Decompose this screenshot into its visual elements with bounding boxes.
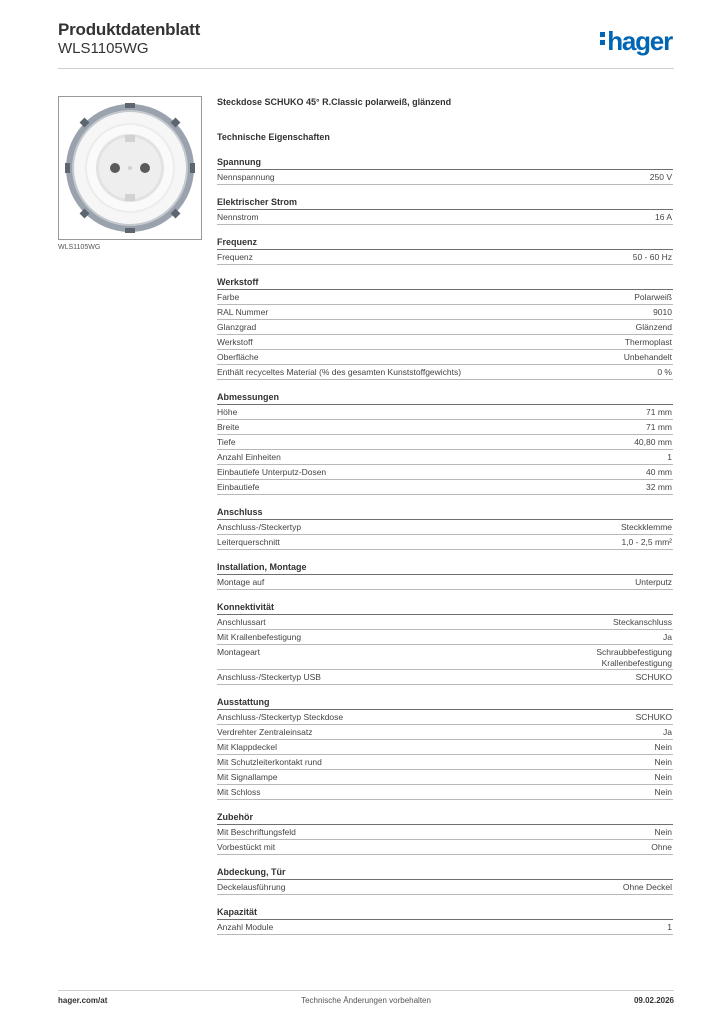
section-title: Elektrischer Strom [217,195,673,210]
spec-label: Montage auf [217,577,265,587]
spec-value: 1,0 - 2,5 mm² [621,537,672,547]
spec-value: Polarweiß [634,292,672,302]
section-title: Kapazität [217,905,673,920]
spec-label: Frequenz [217,252,253,262]
spec-section [217,390,673,495]
spec-row [217,645,673,670]
spec-row [217,630,673,645]
spec-section [217,600,673,685]
footer-date: 09.02.2026 [633,996,674,1005]
spec-value: Thermoplast [624,337,672,347]
spec-value: 1 [667,452,672,462]
spec-row [217,435,673,450]
spec-value: 0 % [657,367,672,377]
spec-value: Ohne [651,842,672,852]
spec-section [217,695,673,800]
spec-label: Glanzgrad [217,322,257,332]
spec-label: Anschluss-/Steckertyp Steckdose [217,712,344,722]
hager-logo [600,26,672,57]
spec-label: Mit Schutzleiterkontakt rund [217,757,322,767]
spec-row [217,740,673,755]
spec-label: Tiefe [217,437,236,447]
section-title: Zubehör [217,810,673,825]
spec-label: Einbautiefe Unterputz-Dosen [217,467,327,477]
spec-section [217,275,673,380]
section-title: Werkstoff [217,275,673,290]
spec-label: Anzahl Einheiten [217,452,281,462]
spec-value: Nein [654,742,672,752]
spec-row [217,785,673,800]
spec-label: Montageart [217,647,260,657]
spec-label: Nennspannung [217,172,275,182]
spec-row [217,480,673,495]
spec-label: Anschluss-/Steckertyp [217,522,302,532]
spec-row [217,755,673,770]
spec-label: RAL Nummer [217,307,269,317]
spec-label: Oberfläche [217,352,259,362]
spec-section [217,810,673,855]
spec-row [217,880,673,895]
section-title: Anschluss [217,505,673,520]
spec-sections [217,155,673,935]
spec-row [217,670,673,685]
spec-row [217,920,673,935]
logo-dots-icon [600,29,606,48]
footer-note: Technische Änderungen vorbehalten [301,996,431,1005]
product-code: WLS1105WG [58,40,149,57]
spec-row [217,725,673,740]
spec-row [217,250,673,265]
schuko-socket-icon [59,97,201,239]
spec-label: Einbautiefe [217,482,260,492]
spec-row [217,305,673,320]
spec-label: Höhe [217,407,238,417]
spec-value: Ja [663,727,672,737]
spec-value: Unterputz [635,577,672,587]
product-image-caption: WLS1105WG [58,244,101,251]
section-title: Installation, Montage [217,560,673,575]
spec-row [217,170,673,185]
spec-value: Steckanschluss [612,617,672,627]
page-header [58,20,674,70]
spec-row [217,535,673,550]
spec-value: Ohne Deckel [622,882,672,892]
spec-label: Farbe [217,292,240,302]
section-title: Spannung [217,155,673,170]
spec-row [217,465,673,480]
spec-row [217,825,673,840]
section-title: Abmessungen [217,390,673,405]
spec-section [217,195,673,225]
product-name: Steckdose SCHUKO 45° R.Classic polarweiß, glänzend [217,97,452,107]
spec-section [217,155,673,185]
spec-label: Werkstoff [217,337,253,347]
spec-value: 50 - 60 Hz [632,252,672,262]
spec-value: SCHUKO [635,672,672,682]
spec-value: 32 mm [646,482,672,492]
spec-label: Anschlussart [217,617,266,627]
spec-row [217,405,673,420]
spec-value: Nein [654,757,672,767]
spec-row [217,290,673,305]
logo-text: hager [607,26,672,56]
spec-value: 71 mm [646,407,672,417]
spec-section [217,865,673,895]
spec-value: 40 mm [646,467,672,477]
spec-value: Nein [654,772,672,782]
spec-row [217,335,673,350]
technical-properties-heading: Technische Eigenschaften [217,132,330,142]
spec-label: Mit Klappdeckel [217,742,278,752]
spec-label: Nennstrom [217,212,259,222]
spec-section [217,235,673,265]
spec-row [217,420,673,435]
spec-value: 71 mm [646,422,672,432]
spec-value: 1 [667,922,672,932]
spec-row [217,840,673,855]
spec-value: Schraubbefestigung Krallenbefestigung [596,647,672,668]
spec-label: Vorbestückt mit [217,842,276,852]
spec-value: 16 A [654,212,672,222]
product-image [58,96,202,240]
section-title: Frequenz [217,235,673,250]
section-title: Konnektivität [217,600,673,615]
spec-value: Nein [654,827,672,837]
header-divider [58,68,674,69]
spec-label: Mit Beschriftungsfeld [217,827,296,837]
spec-row [217,770,673,785]
spec-value: 9010 [653,307,672,317]
spec-section [217,505,673,550]
footer-website: hager.com/at [58,996,108,1005]
spec-label: Enthält recyceltes Material (% des gesamten Kunststoffgewichts) [217,367,462,377]
spec-label: Leiterquerschnitt [217,537,280,547]
spec-row [217,575,673,590]
spec-value: Ja [663,632,672,642]
product-details [217,96,673,935]
section-title: Abdeckung, Tür [217,865,673,880]
document-title: Produktdatenblatt [58,20,201,39]
spec-label: Deckelausführung [217,882,286,892]
spec-section [217,905,673,935]
spec-label: Mit Schloss [217,787,261,797]
spec-row [217,520,673,535]
spec-value: Glänzend [635,322,672,332]
spec-value: SCHUKO [635,712,672,722]
spec-value: Steckklemme [620,522,672,532]
spec-row [217,210,673,225]
spec-label: Breite [217,422,240,432]
spec-row [217,320,673,335]
spec-row [217,710,673,725]
spec-section [217,560,673,590]
spec-value: 40,80 mm [634,437,672,447]
spec-value: Unbehandelt [623,352,672,362]
section-title: Ausstattung [217,695,673,710]
spec-label: Mit Signallampe [217,772,278,782]
spec-label: Verdrehter Zentraleinsatz [217,727,313,737]
footer-divider [58,990,674,991]
spec-value: Nein [654,787,672,797]
spec-label: Mit Krallenbefestigung [217,632,302,642]
spec-row [217,450,673,465]
spec-row [217,350,673,365]
spec-row [217,365,673,380]
spec-value: 250 V [649,172,672,182]
spec-row [217,615,673,630]
spec-label: Anschluss-/Steckertyp USB [217,672,321,682]
page-footer [58,996,674,1010]
spec-label: Anzahl Module [217,922,274,932]
